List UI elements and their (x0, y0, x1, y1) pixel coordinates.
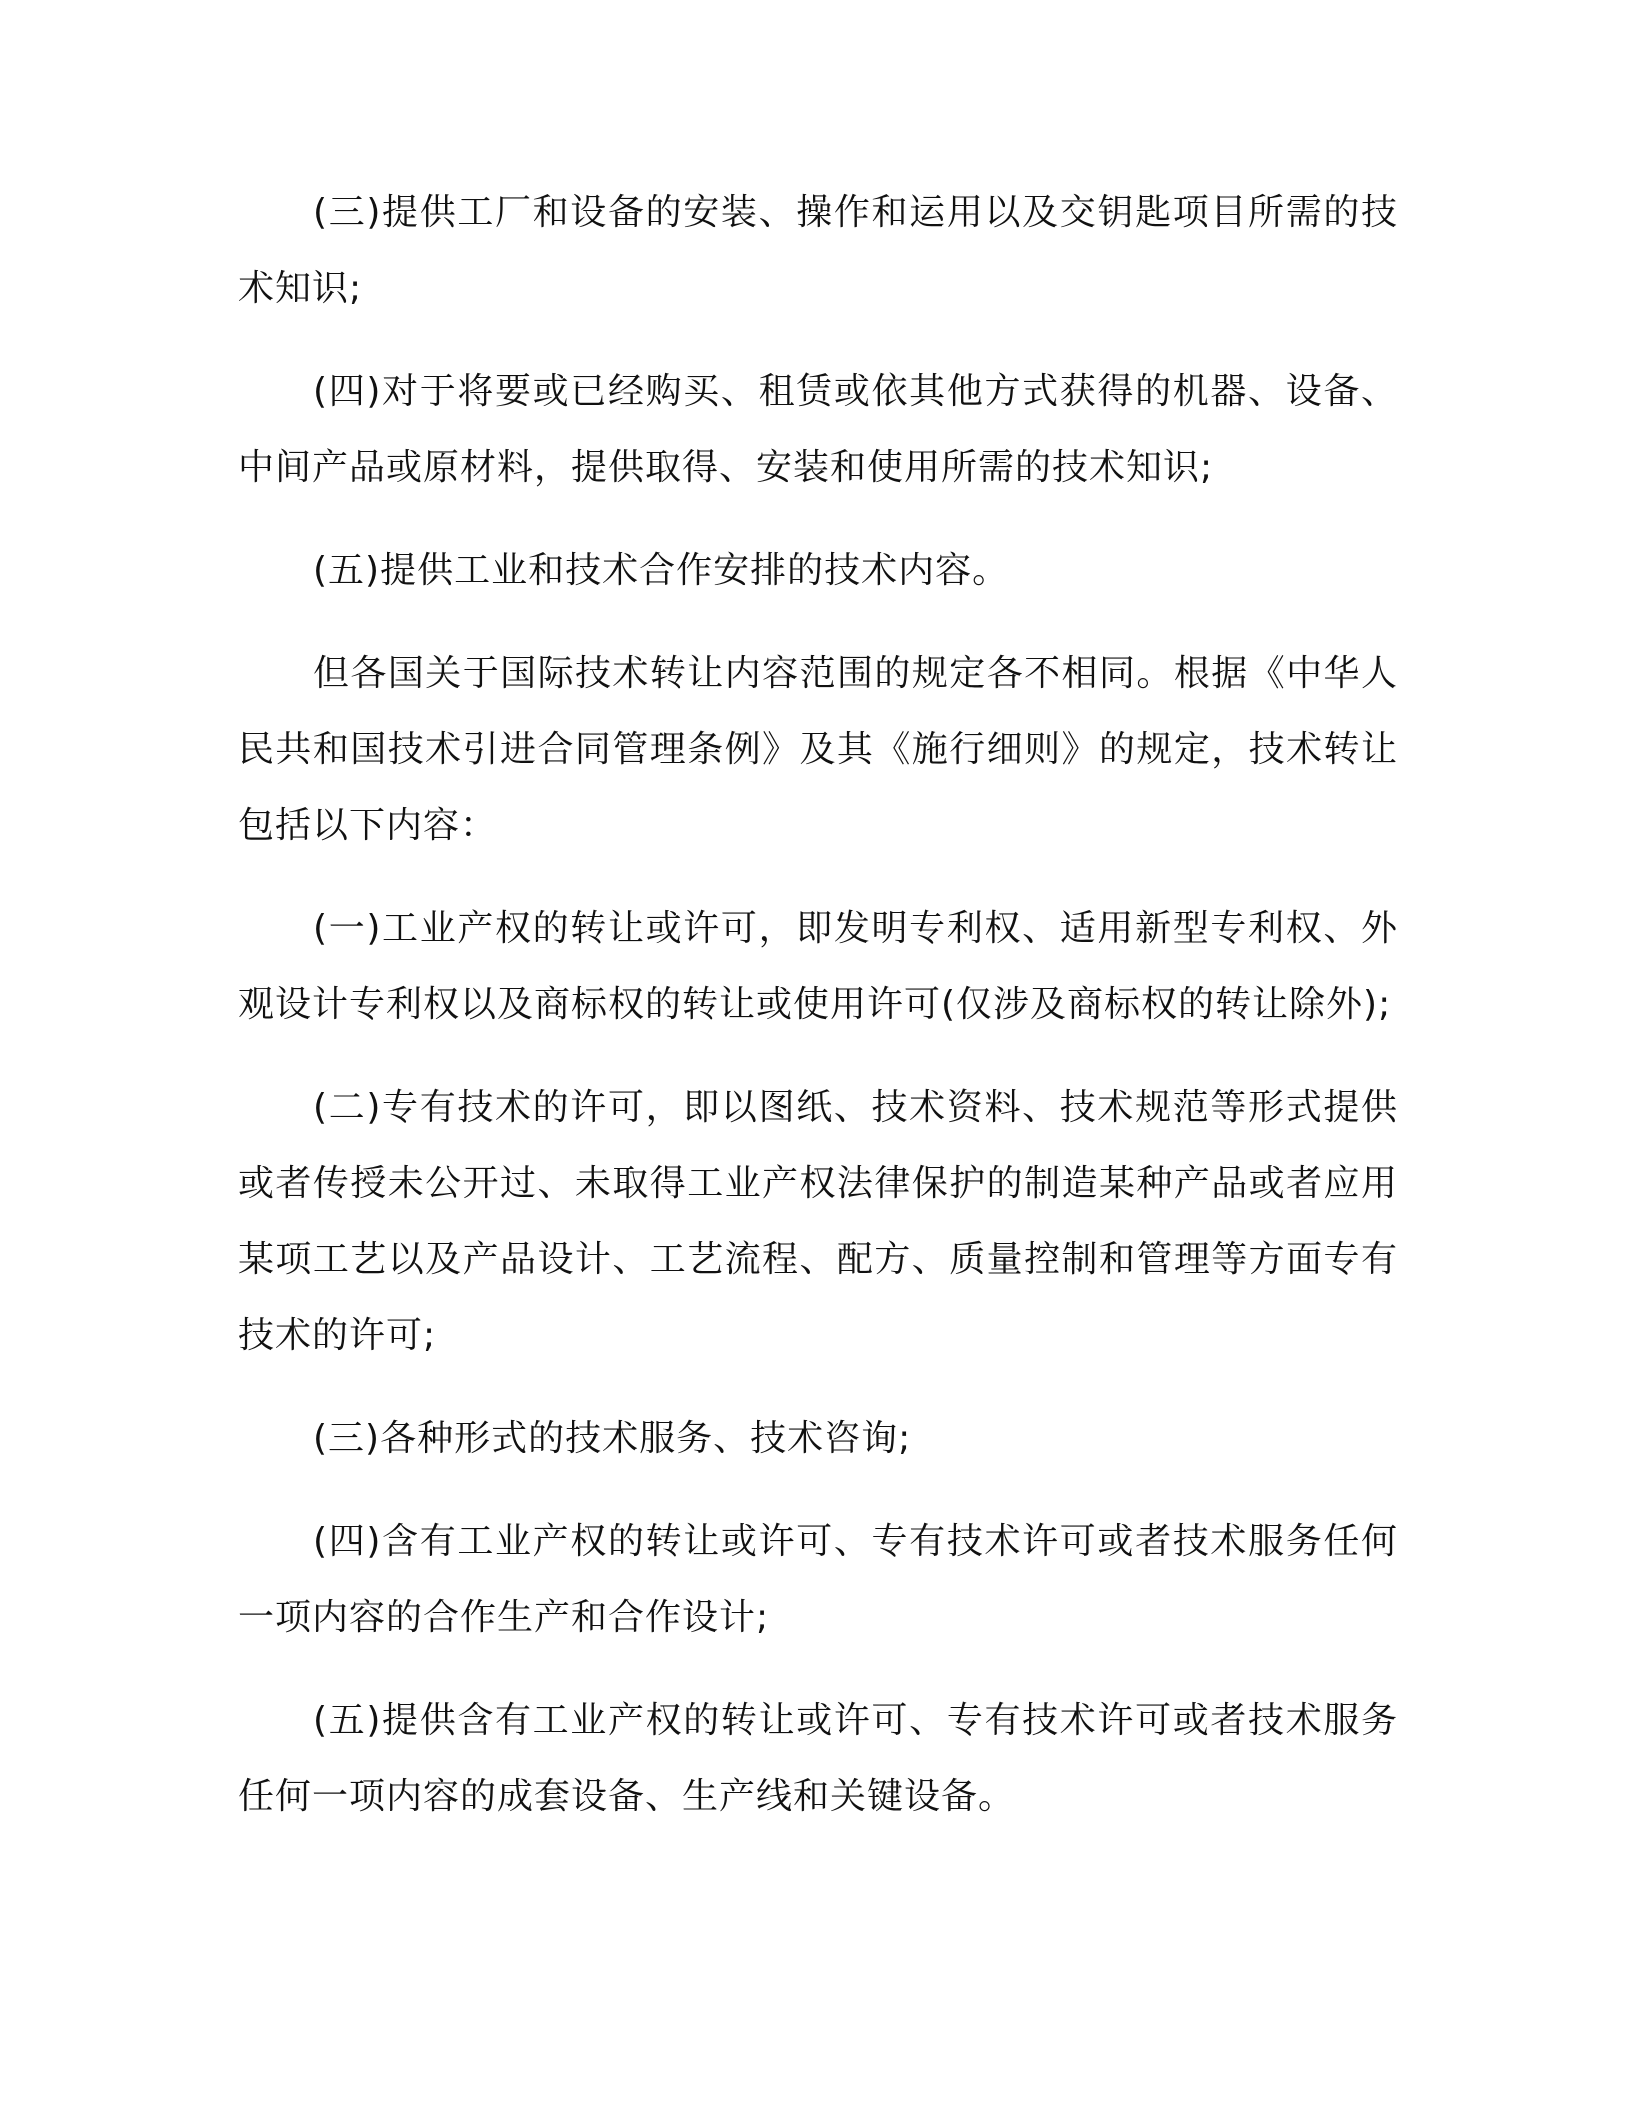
paragraph-transfer-scope-intro: 但各国关于国际技术转让内容范围的规定各不相同。根据《中华人民共和国技术引进合同管理条例》及其《施行细则》的规定，技术转让包括以下内容： (238, 653, 1398, 846)
paragraph-tech-knowledge-equipment: (四)对于将要或已经购买、租赁或依其他方式获得的机器、设备、中间产品或原材料，提供取得、安装和使用所需的技术知识; (238, 371, 1398, 488)
paragraph-cooperative-production: (四)含有工业产权的转让或许可、专有技术许可或者技术服务任何一项内容的合作生产和合作设计; (238, 1521, 1398, 1638)
paragraph-industrial-property: (一)工业产权的转让或许可，即发明专利权、适用新型专利权、外观设计专利权以及商标权的转让或使用许可(仅涉及商标权的转让除外); (238, 908, 1398, 1025)
paragraph-complete-equipment: (五)提供含有工业产权的转让或许可、专有技术许可或者技术服务任何一项内容的成套设备、生产线和关键设备。 (238, 1700, 1398, 1817)
paragraph-know-how-license: (二)专有技术的许可，即以图纸、技术资料、技术规范等形式提供或者传授未公开过、未取得工业产权法律保护的制造某种产品或者应用某项工艺以及产品设计、工艺流程、配方、质量控制和管理等方面专有技术的许可; (238, 1087, 1398, 1356)
document-body (238, 175, 1398, 1862)
paragraph-tech-services: (三)各种形式的技术服务、技术咨询; (313, 1418, 912, 1459)
paragraph-tech-cooperation: (五)提供工业和技术合作安排的技术内容。 (313, 550, 1010, 591)
paragraph-tech-knowledge-installation: (三)提供工厂和设备的安装、操作和运用以及交钥匙项目所需的技术知识; (238, 192, 1398, 309)
